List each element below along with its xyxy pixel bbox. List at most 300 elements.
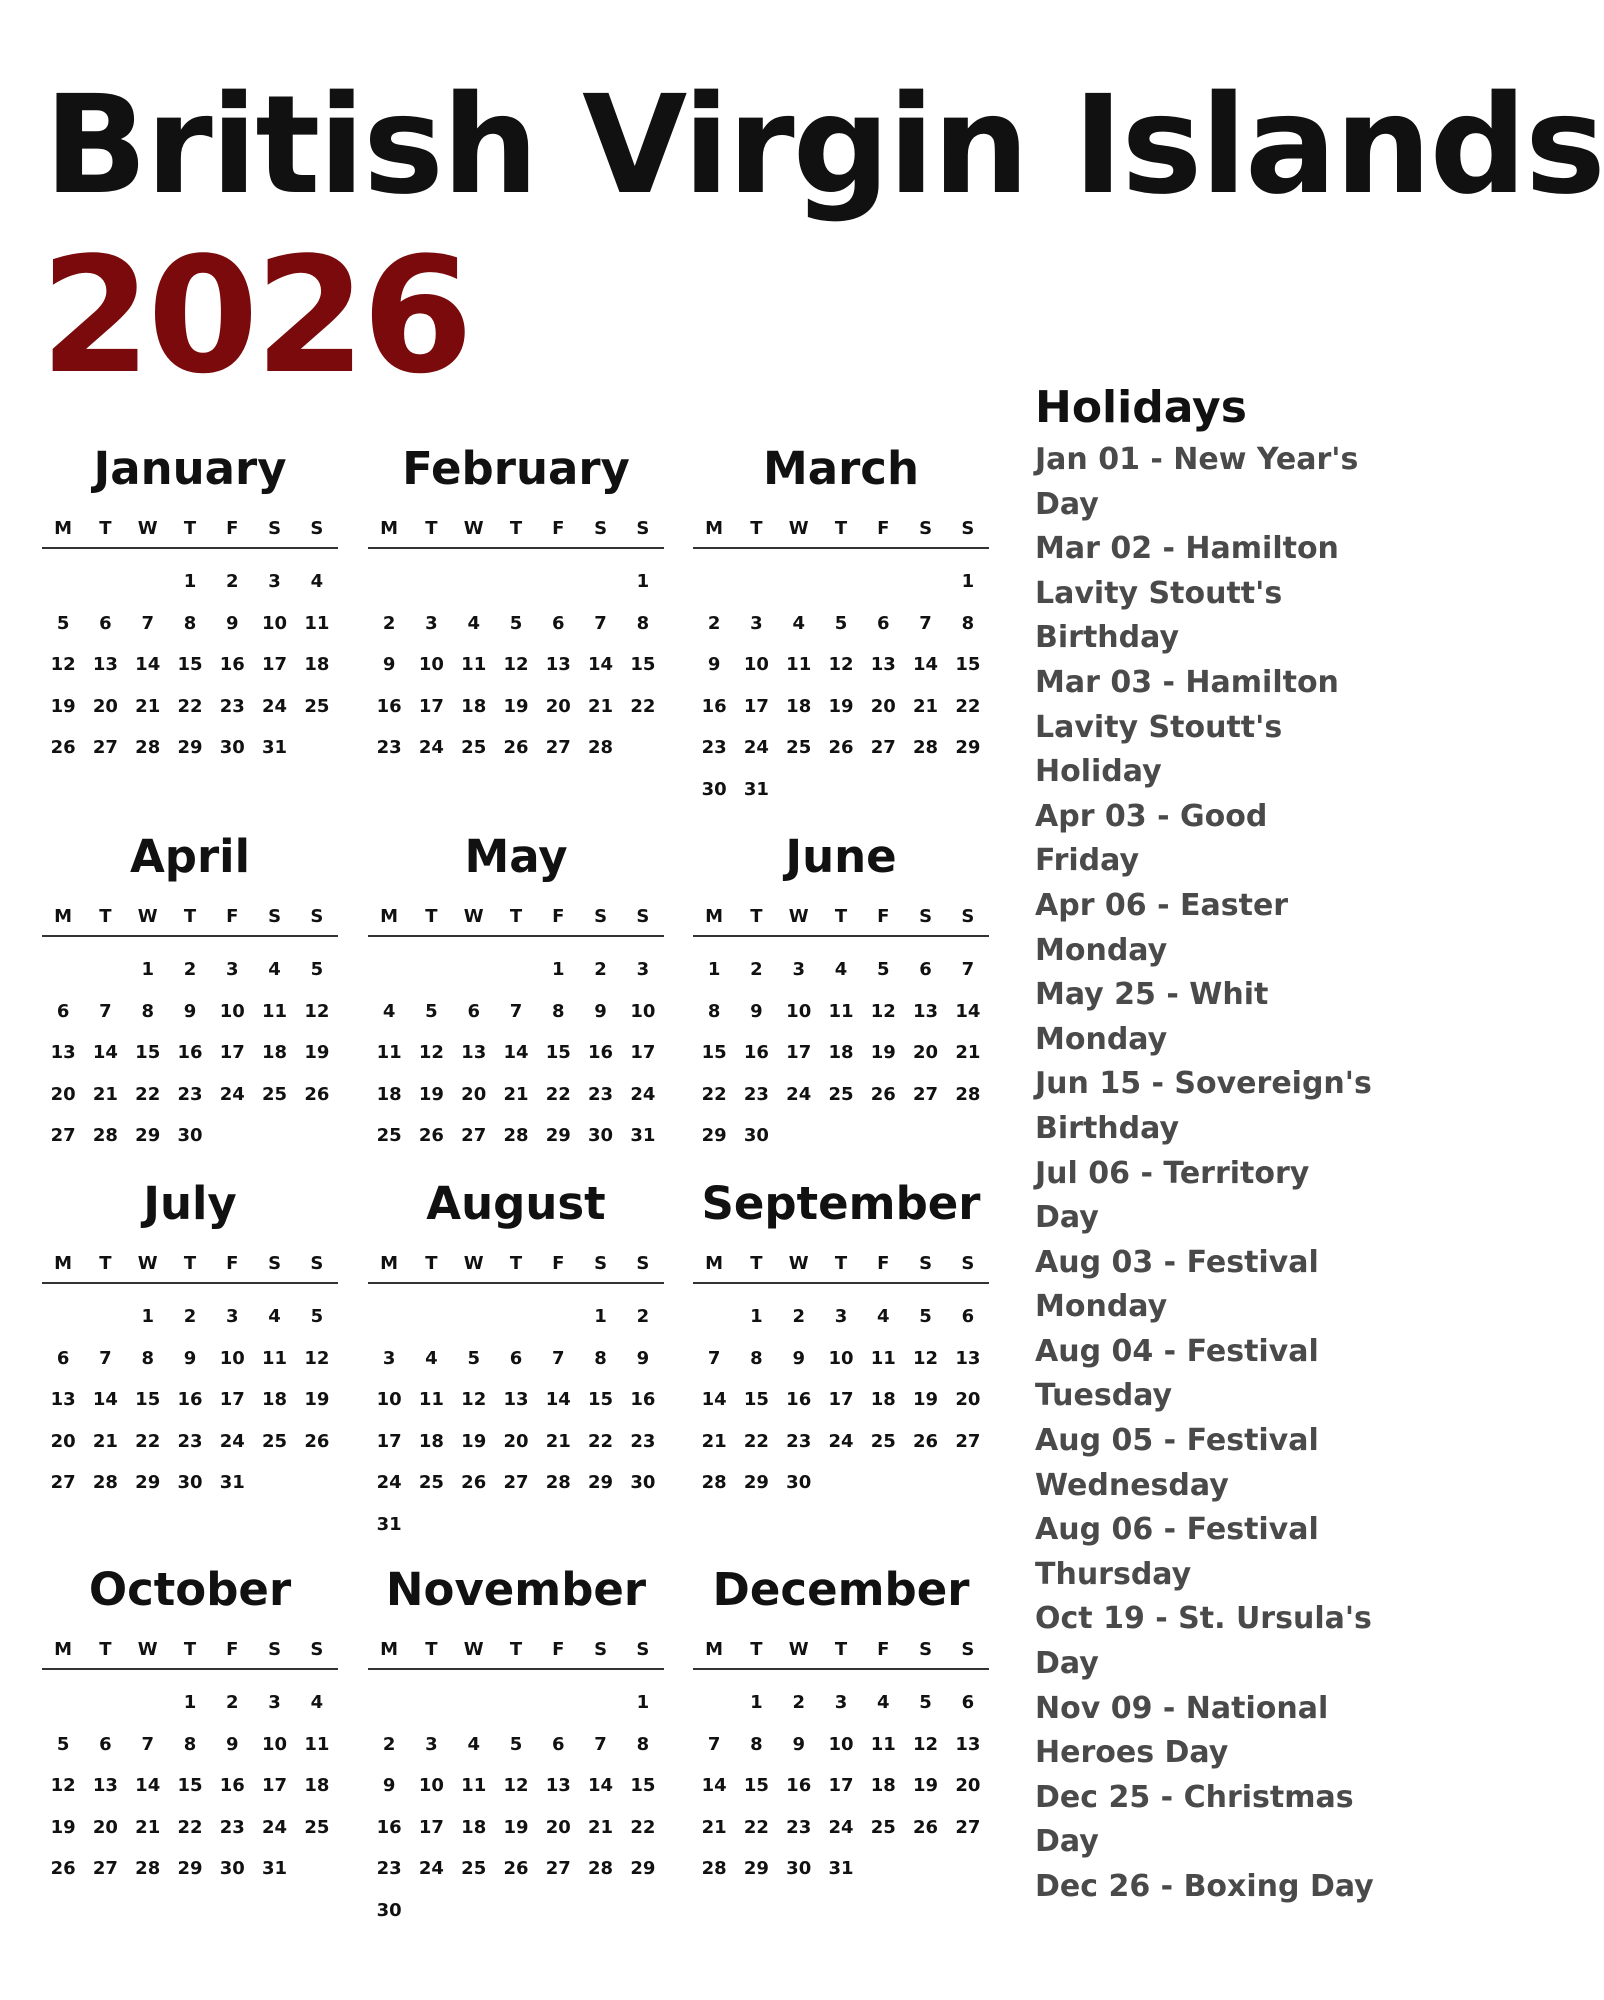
day-cell: 2 (707, 612, 721, 634)
day-cell: 17 (219, 1042, 245, 1063)
day-cell: 15 (135, 1042, 161, 1063)
day-cell: 18 (304, 654, 330, 675)
day-cell: 7 (961, 959, 975, 980)
weekday-label: F (226, 1639, 239, 1660)
day-cell: 26 (461, 1472, 487, 1493)
day-cell: 28 (545, 1472, 571, 1493)
day-cell: 8 (183, 612, 197, 634)
holiday-line: Heroes Day (1035, 1735, 1229, 1771)
month-name: March (762, 442, 920, 495)
day-cell: 10 (743, 654, 769, 675)
empty-cell (735, 561, 777, 603)
holidays-panel (1035, 378, 1405, 1910)
weekday-label: W (463, 906, 484, 927)
day-cell: 7 (707, 1347, 721, 1369)
day-cell: 21 (588, 695, 614, 717)
empty-cell (453, 949, 495, 991)
day-cell: 23 (219, 1816, 245, 1838)
day-cell: 13 (461, 1042, 487, 1063)
day-cell: 23 (588, 1083, 614, 1105)
day-cell: 3 (226, 1306, 239, 1327)
day-cell: 22 (545, 1083, 571, 1105)
day-cell: 17 (786, 1042, 812, 1063)
day-cell: 26 (418, 1125, 444, 1146)
month-july (42, 1175, 338, 1504)
day-cell: 24 (743, 737, 769, 758)
day-cell: 8 (636, 612, 650, 634)
holiday-line: Nov 09 - National (1035, 1690, 1329, 1726)
weekday-label: S (268, 1253, 282, 1274)
weekday-header (693, 518, 989, 549)
empty-cell (693, 1682, 735, 1724)
day-cell: 5 (425, 1000, 438, 1022)
day-cell: 2 (636, 1306, 650, 1327)
day-cell: 27 (870, 737, 896, 758)
empty-cell (127, 1682, 169, 1724)
day-cell: 18 (418, 1430, 444, 1452)
day-cell: 19 (503, 1816, 529, 1838)
day-cell: 20 (545, 695, 571, 717)
day-cell: 18 (376, 1083, 402, 1105)
day-cell: 10 (418, 1775, 444, 1796)
day-cell: 21 (701, 1430, 727, 1452)
day-cell: 7 (594, 612, 607, 634)
day-cell: 5 (310, 959, 324, 980)
weekday-header (368, 1639, 664, 1670)
day-cell: 8 (707, 1000, 721, 1022)
month-name: October (88, 1563, 292, 1616)
holiday-line: Apr 06 - Easter (1035, 887, 1289, 923)
day-cell: 11 (304, 612, 330, 634)
holiday-line: Aug 03 - Festival (1035, 1244, 1319, 1280)
day-cell: 22 (955, 695, 981, 717)
day-cell: 11 (262, 1000, 288, 1022)
day-cell: 13 (503, 1389, 529, 1410)
holiday-line: Birthday (1035, 1110, 1179, 1146)
day-cell: 1 (552, 959, 565, 980)
day-cell: 7 (594, 1733, 607, 1755)
day-cell: 12 (50, 654, 76, 675)
weekday-label: F (552, 518, 565, 539)
month-name: June (785, 830, 897, 883)
day-cell: 14 (701, 1389, 727, 1410)
month-name: November (385, 1563, 647, 1616)
weekday-label: S (919, 906, 933, 927)
day-cell: 29 (955, 737, 981, 758)
weekday-label: S (919, 1253, 933, 1274)
day-cell: 15 (545, 1042, 571, 1063)
holiday-line: Holiday (1035, 754, 1162, 790)
day-cell: 20 (461, 1083, 487, 1105)
empty-cell (693, 1296, 735, 1338)
weekday-label: S (594, 518, 608, 539)
holiday-line: Day (1035, 1824, 1099, 1860)
day-cell: 31 (219, 1472, 245, 1493)
day-cell: 3 (382, 1347, 396, 1369)
weekday-label: T (99, 1639, 112, 1660)
weekday-header (368, 1253, 664, 1284)
empty-cell (495, 1682, 537, 1724)
day-cell: 29 (743, 1858, 769, 1879)
day-cell: 5 (56, 1733, 70, 1755)
day-cell: 2 (792, 1692, 805, 1713)
year-heading: 2026 (40, 222, 470, 409)
month-january (42, 440, 338, 769)
month-april (42, 828, 338, 1157)
day-cell: 29 (177, 737, 203, 758)
weekday-header (693, 1253, 989, 1284)
day-cell: 30 (177, 1472, 203, 1493)
day-cell: 13 (870, 654, 896, 675)
day-cell: 29 (743, 1472, 769, 1493)
day-cell: 4 (834, 959, 848, 980)
weekday-label: S (961, 906, 975, 927)
day-cell: 24 (376, 1472, 402, 1493)
day-cell: 26 (304, 1430, 330, 1452)
weekday-label: M (54, 1639, 73, 1660)
day-cell: 20 (955, 1389, 981, 1410)
empty-cell (693, 561, 735, 603)
day-cell: 21 (135, 695, 161, 717)
day-cell: 22 (177, 1816, 203, 1838)
month-name: May (464, 830, 568, 883)
day-cell: 14 (913, 654, 939, 675)
month-december (693, 1561, 989, 1890)
month-name: February (402, 442, 630, 495)
day-cell: 15 (743, 1775, 769, 1796)
day-cell: 25 (304, 1816, 330, 1838)
empty-cell (453, 561, 495, 603)
day-cell: 28 (701, 1858, 727, 1879)
day-cell: 2 (594, 959, 607, 980)
day-cell: 11 (461, 654, 487, 675)
empty-cell (410, 1296, 452, 1338)
day-cell: 23 (177, 1083, 203, 1105)
day-cell: 13 (50, 1389, 76, 1410)
days-grid (42, 1284, 338, 1504)
weekday-label: M (705, 1639, 724, 1660)
day-cell: 12 (913, 1733, 939, 1755)
day-cell: 22 (701, 1083, 727, 1105)
day-cell: 6 (961, 1306, 975, 1327)
weekday-label: W (137, 1639, 158, 1660)
month-name: December (712, 1563, 970, 1616)
day-cell: 7 (141, 1733, 154, 1755)
day-cell: 26 (913, 1816, 939, 1838)
weekday-label: F (226, 906, 239, 927)
empty-cell (42, 561, 84, 603)
holiday-line: Dec 25 - Christmas (1035, 1779, 1354, 1815)
day-cell: 3 (268, 571, 281, 592)
day-cell: 8 (594, 1347, 607, 1369)
day-cell: 4 (467, 612, 480, 634)
empty-cell (537, 1682, 579, 1724)
day-cell: 31 (262, 1858, 288, 1879)
month-name: April (129, 830, 251, 883)
day-cell: 28 (955, 1083, 981, 1105)
day-cell: 21 (92, 1083, 118, 1105)
holiday-line: Mar 03 - Hamilton (1035, 664, 1339, 700)
weekday-label: W (463, 1253, 484, 1274)
day-cell: 28 (92, 1472, 118, 1493)
day-cell: 13 (92, 1775, 118, 1796)
day-cell: 27 (503, 1472, 529, 1493)
day-cell: 9 (792, 1733, 805, 1755)
month-name: September (701, 1177, 981, 1230)
day-cell: 26 (304, 1083, 330, 1105)
day-cell: 27 (913, 1083, 939, 1105)
day-cell: 14 (92, 1042, 118, 1063)
day-cell: 11 (376, 1042, 402, 1063)
weekday-label: S (636, 906, 650, 927)
day-cell: 30 (376, 1899, 402, 1921)
day-cell: 27 (50, 1125, 76, 1146)
day-cell: 15 (630, 654, 656, 675)
day-cell: 4 (467, 1733, 480, 1755)
weekday-label: M (380, 1639, 399, 1660)
day-cell: 16 (630, 1389, 656, 1410)
day-cell: 4 (425, 1347, 438, 1369)
holiday-line: Wednesday (1035, 1467, 1229, 1503)
empty-cell (410, 949, 452, 991)
day-cell: 3 (834, 1692, 848, 1713)
days-grid (368, 1670, 664, 1931)
day-cell: 16 (743, 1042, 769, 1063)
empty-cell (368, 949, 410, 991)
empty-cell (495, 949, 537, 991)
day-cell: 29 (545, 1125, 571, 1146)
day-cell: 2 (183, 1306, 197, 1327)
day-cell: 24 (262, 695, 288, 717)
day-cell: 15 (588, 1389, 614, 1410)
day-cell: 8 (141, 1347, 154, 1369)
day-cell: 2 (382, 1733, 396, 1755)
day-cell: 11 (262, 1347, 288, 1369)
weekday-label: W (788, 518, 809, 539)
day-cell: 12 (304, 1347, 330, 1369)
day-cell: 12 (870, 1000, 896, 1022)
month-name: August (426, 1177, 606, 1230)
day-cell: 10 (262, 612, 288, 634)
day-cell: 18 (262, 1042, 288, 1063)
day-cell: 1 (707, 959, 721, 980)
day-cell: 21 (588, 1816, 614, 1838)
day-cell: 6 (877, 612, 890, 634)
weekday-label: T (183, 1639, 197, 1660)
day-cell: 18 (870, 1389, 896, 1410)
weekday-label: M (705, 906, 724, 927)
day-cell: 14 (92, 1389, 118, 1410)
day-cell: 3 (792, 959, 805, 980)
day-cell: 16 (177, 1389, 203, 1410)
day-cell: 23 (701, 737, 727, 758)
holiday-line: Mar 02 - Hamilton (1035, 531, 1339, 567)
day-cell: 31 (630, 1125, 656, 1146)
day-cell: 22 (135, 1083, 161, 1105)
weekday-label: F (552, 906, 565, 927)
empty-cell (453, 1296, 495, 1338)
day-cell: 29 (701, 1125, 727, 1146)
day-cell: 6 (56, 1347, 70, 1369)
empty-cell (495, 561, 537, 603)
day-cell: 14 (135, 1775, 161, 1796)
day-cell: 26 (503, 737, 529, 758)
days-grid (368, 1284, 664, 1545)
day-cell: 12 (913, 1347, 939, 1369)
holiday-line: Jul 06 - Territory (1035, 1155, 1310, 1191)
day-cell: 5 (877, 959, 890, 980)
weekday-label: T (834, 1253, 848, 1274)
weekday-label: F (877, 518, 890, 539)
day-cell: 4 (877, 1306, 890, 1327)
day-cell: 20 (92, 695, 118, 717)
holiday-line: Oct 19 - St. Ursula's (1035, 1601, 1372, 1637)
day-cell: 11 (304, 1733, 330, 1755)
weekday-label: T (425, 1639, 438, 1660)
day-cell: 2 (792, 1306, 805, 1327)
empty-cell (42, 1682, 84, 1724)
day-cell: 25 (870, 1430, 896, 1452)
weekday-label: T (509, 1639, 523, 1660)
day-cell: 26 (870, 1083, 896, 1105)
day-cell: 12 (461, 1389, 487, 1410)
day-cell: 1 (183, 571, 197, 592)
day-cell: 25 (262, 1430, 288, 1452)
day-cell: 7 (552, 1347, 565, 1369)
day-cell: 18 (461, 1816, 487, 1838)
day-cell: 27 (955, 1430, 981, 1452)
day-cell: 2 (226, 1692, 239, 1713)
weekday-label: T (183, 906, 197, 927)
day-cell: 19 (50, 1816, 76, 1838)
day-cell: 3 (834, 1306, 848, 1327)
day-cell: 9 (382, 1775, 396, 1796)
day-cell: 5 (834, 612, 848, 634)
day-cell: 13 (92, 654, 118, 675)
day-cell: 21 (92, 1430, 118, 1452)
day-cell: 22 (743, 1816, 769, 1838)
day-cell: 30 (588, 1125, 614, 1146)
day-cell: 25 (304, 695, 330, 717)
day-cell: 20 (913, 1042, 939, 1063)
weekday-label: S (961, 518, 975, 539)
day-cell: 15 (743, 1389, 769, 1410)
day-cell: 17 (376, 1430, 402, 1452)
weekday-label: T (750, 906, 763, 927)
day-cell: 27 (955, 1816, 981, 1838)
holiday-line: Dec 26 - Boxing Day (1035, 1869, 1374, 1904)
weekday-label: T (183, 1253, 197, 1274)
day-cell: 15 (177, 1775, 203, 1796)
empty-cell (368, 1296, 410, 1338)
day-cell: 8 (750, 1347, 763, 1369)
day-cell: 11 (828, 1000, 854, 1022)
day-cell: 19 (828, 695, 854, 717)
weekday-label: S (919, 1639, 933, 1660)
holiday-line: Tuesday (1035, 1378, 1173, 1414)
weekday-label: F (877, 1639, 890, 1660)
weekday-label: T (99, 518, 112, 539)
day-cell: 17 (262, 1775, 288, 1796)
weekday-label: F (552, 1253, 565, 1274)
weekday-label: F (877, 906, 890, 927)
day-cell: 20 (503, 1430, 529, 1452)
day-cell: 9 (707, 654, 721, 675)
day-cell: 10 (262, 1733, 288, 1755)
empty-cell (904, 561, 946, 603)
day-cell: 19 (870, 1042, 896, 1063)
weekday-label: S (594, 1639, 608, 1660)
day-cell: 8 (750, 1733, 763, 1755)
day-cell: 16 (219, 654, 245, 675)
day-cell: 5 (509, 612, 523, 634)
holiday-line: Lavity Stoutt's (1035, 709, 1283, 745)
empty-cell (42, 949, 84, 991)
day-cell: 9 (594, 1000, 607, 1022)
day-cell: 13 (545, 1775, 571, 1796)
holiday-line: Monday (1035, 1289, 1168, 1325)
weekday-label: M (380, 906, 399, 927)
day-cell: 16 (701, 695, 727, 717)
empty-cell (84, 561, 126, 603)
day-cell: 6 (961, 1692, 975, 1713)
weekday-label: S (636, 518, 650, 539)
weekday-label: W (137, 1253, 158, 1274)
day-cell: 4 (310, 571, 324, 592)
day-cell: 6 (552, 612, 565, 634)
weekday-header (693, 1639, 989, 1670)
day-cell: 30 (630, 1472, 656, 1493)
holidays-list (1035, 438, 1405, 1910)
day-cell: 24 (262, 1816, 288, 1838)
day-cell: 25 (828, 1083, 854, 1105)
weekday-label: S (961, 1639, 975, 1660)
day-cell: 31 (828, 1858, 854, 1879)
day-cell: 6 (99, 612, 112, 634)
day-cell: 27 (545, 737, 571, 758)
day-cell: 12 (418, 1042, 444, 1063)
day-cell: 30 (701, 778, 727, 800)
day-cell: 21 (503, 1083, 529, 1105)
days-grid (42, 937, 338, 1157)
day-cell: 8 (961, 612, 975, 634)
weekday-label: T (99, 1253, 112, 1274)
weekday-label: M (380, 1253, 399, 1274)
day-cell: 25 (376, 1125, 402, 1146)
weekday-label: F (877, 1253, 890, 1274)
month-november (368, 1561, 664, 1931)
day-cell: 22 (177, 695, 203, 717)
day-cell: 16 (177, 1042, 203, 1063)
empty-cell (778, 561, 820, 603)
day-cell: 27 (92, 737, 118, 758)
holiday-line: Aug 04 - Festival (1035, 1333, 1319, 1369)
weekday-label: S (310, 1639, 324, 1660)
day-cell: 19 (913, 1775, 939, 1796)
day-cell: 3 (226, 959, 239, 980)
day-cell: 26 (50, 1858, 76, 1879)
month-march (693, 440, 989, 810)
day-cell: 16 (786, 1389, 812, 1410)
weekday-label: S (268, 518, 282, 539)
day-cell: 16 (376, 1816, 402, 1838)
day-cell: 24 (219, 1083, 245, 1105)
weekday-label: S (310, 518, 324, 539)
day-cell: 24 (630, 1083, 656, 1105)
empty-cell (579, 561, 621, 603)
day-cell: 21 (955, 1042, 981, 1063)
weekday-label: T (750, 1639, 763, 1660)
